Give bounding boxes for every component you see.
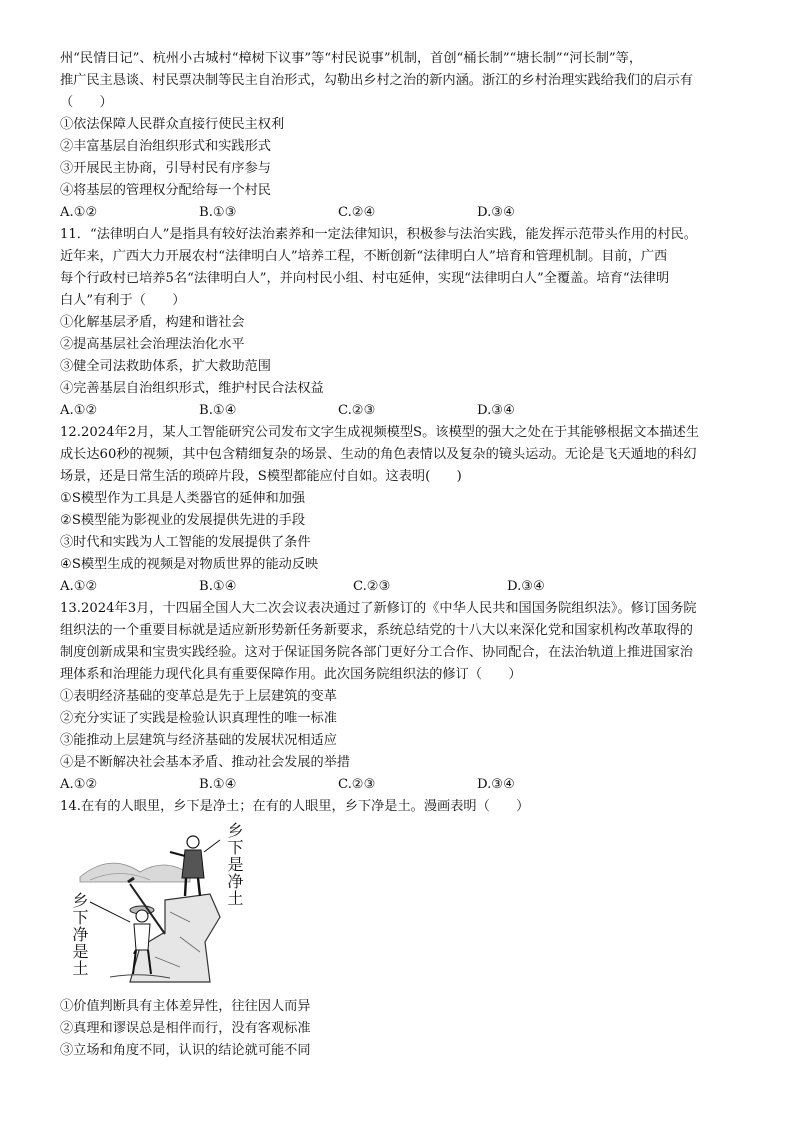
stem-line: 推广民主恳谈、村民票决制等民主自治形式，勾勒出乡村之治的新内涵。浙江的乡村治理实践给我们的启示有 [60, 73, 693, 88]
option-4: ④S模型生成的视频是对物质世界的能动反映 [60, 557, 319, 572]
choice-a: A.①② [60, 579, 98, 594]
choice-c: C.②④ [338, 205, 376, 220]
choice-c: C.②③ [338, 777, 376, 792]
question-13 [60, 598, 750, 796]
option-2: ②充分实证了实践是检验认识真理性的唯一标准 [60, 711, 337, 726]
option-2: ②提高基层社会治理法治化水平 [60, 337, 245, 352]
stem-line: 近年来，广西大力开展农村“法律明白人”培养工程，不断创新“法律明白人”培育和管理机制。目前，广西 [60, 249, 668, 264]
choice-a: A.①② [60, 205, 98, 220]
choice-c: C.②③ [353, 579, 391, 594]
stem-line: 14.在有的人眼里，乡下是净土；在有的人眼里，乡下净是土。漫画表明（ ） [60, 799, 530, 814]
option-1: ①表明经济基础的变革总是先于上层建筑的变革 [60, 689, 337, 704]
option-4: ④完善基层自治组织形式，维护村民合法权益 [60, 381, 324, 396]
stem-line: 制度创新成果和宝贵实践经验。这对于保证国务院各部门更好分工合作、协同配合，在法治轨道上推进国家治 [60, 645, 693, 660]
question-12 [60, 422, 750, 598]
stem-line: 组织法的一个重要目标就是适应新形势新任务新要求，系统总结党的十八大以来深化党和国家机构改革取得的 [60, 623, 693, 638]
option-3: ③能推动上层建筑与经济基础的发展状况相适应 [60, 733, 337, 748]
option-4: ④将基层的管理权分配给每一个村民 [60, 183, 271, 198]
stem-line: 13.2024年3月，十四届全国人大二次会议表决通过了新修订的《中华人民共和国国务院组织法》。修订国务院 [60, 601, 697, 616]
answer-choices [60, 774, 750, 796]
choice-d: D.③④ [507, 579, 545, 594]
option-4: ④是不断解决社会基本矛盾、推动社会发展的举措 [60, 755, 351, 770]
right-caption: 乡下是净土 [225, 822, 244, 907]
stem-line: 每个行政村已培养5名“法律明白人”，并向村民小组、村屯延伸，实现“法律明白人”全覆盖。培育“法律明 [60, 271, 670, 286]
exam-page [60, 48, 750, 1062]
choice-b: B.①④ [199, 403, 237, 418]
option-2: ②S模型能为影视业的发展提供先进的手段 [60, 513, 306, 528]
stem-line: （ ） [60, 95, 113, 110]
answer-choices [60, 202, 750, 224]
option-3: ③健全司法救助体系，扩大救助范围 [60, 359, 271, 374]
question-11 [60, 224, 750, 422]
stem-line: 场景，还是日常生活的琐碎片段，S模型都能应付自如。这表明( ) [60, 469, 462, 484]
choice-a: A.①② [60, 403, 98, 418]
choice-d: D.③④ [477, 777, 515, 792]
option-2: ②真理和谬误总是相伴而行，没有客观标准 [60, 1021, 311, 1036]
choice-c: C.②③ [338, 403, 376, 418]
stem-line: 州“民情日记”、杭州小古城村“樟树下议事”等“村民说事”机制，首创“桶长制”“塘长制”“河长制”等， [60, 51, 643, 66]
question-10-tail [60, 48, 750, 224]
answer-choices [60, 576, 750, 598]
stem-line: 12.2024年2月，某人工智能研究公司发布文字生成视频模型S。该模型的强大之处在于其能够根据文本描述生 [60, 425, 700, 440]
stem-line: 成长达60秒的视频，其中包含精细复杂的场景、生动的角色表情以及复杂的镜头运动。无论是飞天遁地的科幻 [60, 447, 697, 462]
choice-b: B.①④ [199, 579, 237, 594]
option-1: ①价值判断具有主体差异性，往往因人而异 [60, 999, 311, 1014]
option-1: ①S模型作为工具是人类器官的延伸和加强 [60, 491, 306, 506]
option-2: ②丰富基层自治组织形式和实践形式 [60, 139, 271, 154]
cartoon-illustration [70, 822, 270, 992]
option-3: ③时代和实践为人工智能的发展提供了条件 [60, 535, 311, 550]
option-1: ①依法保障人民群众直接行使民主权利 [60, 117, 285, 132]
left-caption: 乡下净是土 [70, 892, 89, 977]
choice-d: D.③④ [477, 403, 515, 418]
option-1: ①化解基层矛盾，构建和谐社会 [60, 315, 245, 330]
choice-b: B.①③ [199, 205, 237, 220]
answer-choices [60, 400, 750, 422]
stem-line: 11．“法律明白人”是指具有较好法治素养和一定法律知识，积极参与法治实践，能发挥示范带头作用的村民。 [60, 227, 697, 242]
stem-line: 白人”有利于（ ） [60, 293, 186, 308]
choice-b: B.①④ [199, 777, 237, 792]
question-14 [60, 796, 750, 1062]
option-3: ③立场和角度不同，认识的结论就可能不同 [60, 1043, 311, 1058]
choice-d: D.③④ [477, 205, 515, 220]
choice-a: A.①② [60, 777, 98, 792]
option-3: ③开展民主协商，引导村民有序参与 [60, 161, 271, 176]
stem-line: 理体系和治理能力现代化具有重要保障作用。此次国务院组织法的修订（ ） [60, 667, 522, 682]
